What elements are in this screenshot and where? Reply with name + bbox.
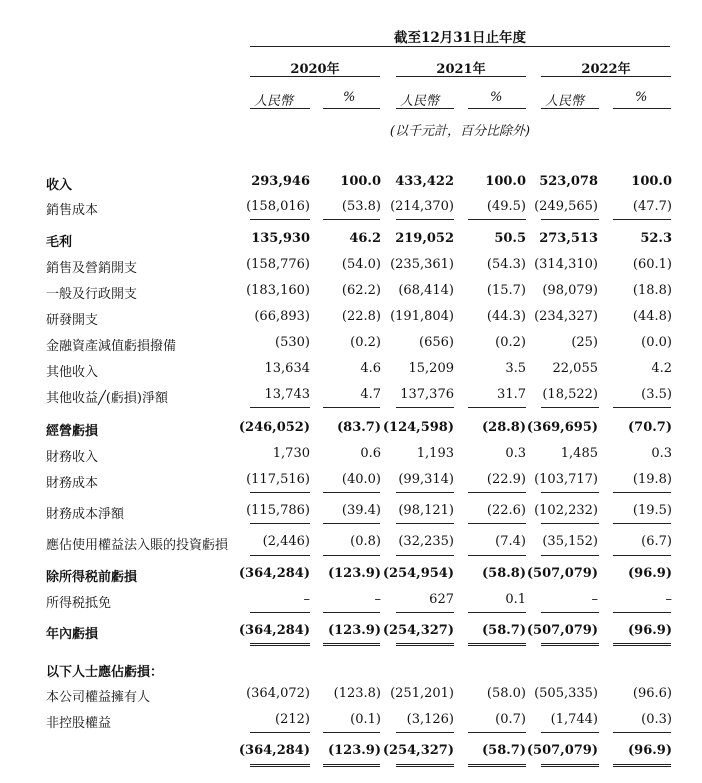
cell-value: (123.8) [333, 686, 381, 701]
unit-rule [541, 108, 599, 109]
subtotal-rule [250, 555, 310, 556]
cell-value: (53.8) [341, 199, 381, 214]
cell-value: 3.5 [505, 361, 526, 376]
cell-value: (47.7) [632, 199, 672, 214]
cell-value: 523,078 [539, 174, 598, 189]
year-2022-rule [541, 76, 671, 77]
cell-value: (234,327) [534, 309, 598, 324]
cell-value: (364,284) [238, 623, 310, 638]
cell-value: (58.0) [486, 686, 526, 701]
cell-value: (58.8) [482, 566, 526, 581]
cell-value: (0.8) [350, 534, 381, 549]
subtotal-rule [323, 612, 380, 613]
table-row [0, 254, 702, 276]
row-label: 應佔使用權益法入賬的投資虧損 [46, 538, 229, 553]
cell-value: (19.8) [632, 472, 672, 487]
row-label: 本公司權益擁有人 [46, 690, 151, 705]
subtotal-rule [541, 612, 599, 613]
cell-value: (158,776) [246, 257, 310, 272]
cell-value: – [374, 592, 381, 607]
unit-rule [468, 108, 526, 109]
subtotal-rule [396, 612, 454, 613]
cell-value: 4.2 [651, 361, 672, 376]
cell-value: (507,079) [526, 743, 598, 758]
double-rule [323, 643, 380, 646]
cell-value: (96.6) [632, 686, 672, 701]
double-rule [613, 643, 671, 646]
cell-value: (123.9) [327, 566, 381, 581]
units-note: (以千元計，百分比除外) [389, 124, 531, 139]
subtotal-rule [468, 612, 526, 613]
unit-rmb-2020: 人民幣 [254, 94, 294, 109]
cell-value: (49.5) [486, 199, 526, 214]
cell-value: (191,804) [390, 309, 454, 324]
cell-value: (0.2) [495, 335, 526, 350]
cell-value: 1,730 [272, 446, 310, 461]
cell-value: (235,361) [390, 257, 454, 272]
row-label: 經營虧損 [46, 424, 99, 439]
unit-rmb-2022: 人民幣 [545, 94, 585, 109]
subtotal-rule [396, 523, 454, 524]
cell-value: (70.7) [628, 420, 672, 435]
cell-value: (96.9) [628, 743, 672, 758]
cell-value: (58.7) [482, 743, 526, 758]
row-label: 銷售成本 [46, 203, 99, 218]
table-row [0, 384, 702, 406]
cell-value: 219,052 [395, 231, 454, 246]
period-header: 截至12月31日止年度 [393, 30, 527, 46]
cell-value: (530) [275, 335, 310, 350]
cell-value: 15,209 [408, 361, 454, 376]
double-rule [541, 643, 599, 646]
row-label: 研發開支 [46, 313, 99, 328]
double-rule [541, 764, 599, 767]
double-rule [250, 764, 310, 767]
subtotal-rule [396, 407, 454, 408]
row-label: 財務成本淨額 [46, 507, 125, 522]
subtotal-rule [613, 492, 671, 493]
row-label: 銷售及營銷開支 [46, 261, 138, 276]
table-row [0, 469, 702, 491]
subtotal-rule [250, 407, 310, 408]
year-2021-rule [396, 76, 526, 77]
cell-value: (251,201) [390, 686, 454, 701]
cell-value: (96.9) [628, 623, 672, 638]
unit-pct-2022: % [635, 90, 648, 105]
row-label: 財務收入 [46, 450, 99, 465]
table-row [0, 658, 702, 680]
subtotal-rule [468, 219, 526, 220]
subtotal-rule [250, 612, 310, 613]
subtotal-rule [323, 732, 380, 733]
subtotal-rule [541, 407, 599, 408]
table-row [0, 332, 702, 354]
cell-value: (54.3) [486, 257, 526, 272]
cell-value: (96.9) [628, 566, 672, 581]
subtotal-rule [250, 523, 310, 524]
cell-value: 46.2 [349, 231, 381, 246]
table-row [0, 417, 702, 439]
cell-value: – [591, 592, 598, 607]
table-row [0, 589, 702, 611]
cell-value: (0.3) [641, 712, 672, 727]
subtotal-rule [396, 219, 454, 220]
subtotal-rule [323, 407, 380, 408]
subtotal-rule [250, 492, 310, 493]
row-label: 毛利 [46, 235, 73, 250]
cell-value: (22.9) [486, 472, 526, 487]
cell-value: (2,446) [262, 534, 310, 549]
subtotal-rule [613, 219, 671, 220]
cell-value: (18,522) [542, 387, 598, 402]
table-row [0, 306, 702, 328]
cell-value: 1,485 [560, 446, 598, 461]
cell-value: 100.0 [485, 174, 526, 189]
subtotal-rule [613, 523, 671, 524]
cell-value: 22,055 [552, 361, 598, 376]
cell-value: 135,930 [251, 231, 310, 246]
cell-value: (98,121) [398, 503, 454, 518]
subtotal-rule [541, 219, 599, 220]
cell-value: 0.6 [360, 446, 381, 461]
cell-value: (123.9) [327, 623, 381, 638]
cell-value: 433,422 [395, 174, 454, 189]
cell-value: (60.1) [632, 257, 672, 272]
cell-value: (32,235) [398, 534, 454, 549]
table-row [0, 228, 702, 250]
cell-value: (3.5) [641, 387, 672, 402]
cell-value: – [303, 592, 310, 607]
double-rule [396, 643, 454, 646]
unit-rule [323, 108, 380, 109]
row-label: 收入 [46, 178, 73, 193]
subtotal-rule [250, 219, 310, 220]
table-row [0, 500, 702, 522]
cell-value: (25) [571, 335, 598, 350]
cell-value: (40.0) [341, 472, 381, 487]
year-2020-header: 2020年 [290, 62, 340, 77]
unit-rule [613, 108, 671, 109]
subtotal-rule [468, 407, 526, 408]
cell-value: (44.8) [632, 309, 672, 324]
unit-pct-2020: % [343, 90, 356, 105]
double-rule [250, 643, 310, 646]
cell-value: 0.1 [505, 592, 526, 607]
cell-value: (98,079) [542, 283, 598, 298]
cell-value: (28.8) [482, 420, 526, 435]
double-rule [613, 764, 671, 767]
cell-value: (0.7) [495, 712, 526, 727]
subtotal-rule [468, 732, 526, 733]
cell-value: (58.7) [482, 623, 526, 638]
cell-value: (183,160) [246, 283, 310, 298]
subtotal-rule [323, 523, 380, 524]
subtotal-rule [613, 732, 671, 733]
cell-value: (102,232) [534, 503, 598, 518]
cell-value: (99,314) [398, 472, 454, 487]
cell-value: 293,946 [251, 174, 310, 189]
row-label: 其他收入 [46, 365, 99, 380]
cell-value: 100.0 [631, 174, 672, 189]
table-row [0, 709, 702, 731]
cell-value: 0.3 [505, 446, 526, 461]
cell-value: (364,284) [238, 743, 310, 758]
year-2020-rule [250, 76, 380, 77]
table-row [0, 620, 702, 642]
double-rule [323, 764, 380, 767]
cell-value: (505,335) [534, 686, 598, 701]
cell-value: (54.0) [341, 257, 381, 272]
cell-value: (39.4) [341, 503, 381, 518]
cell-value: (6.7) [641, 534, 672, 549]
cell-value: (3,126) [406, 712, 454, 727]
cell-value: (66,893) [254, 309, 310, 324]
unit-rule [250, 108, 310, 109]
subtotal-rule [541, 732, 599, 733]
unit-rmb-2021: 人民幣 [400, 94, 440, 109]
table-row [0, 443, 702, 465]
cell-value: (364,284) [238, 566, 310, 581]
cell-value: (44.3) [486, 309, 526, 324]
unit-pct-2021: % [490, 90, 503, 105]
row-label: 金融資產減值虧損撥備 [46, 339, 177, 354]
cell-value: 4.6 [360, 361, 381, 376]
cell-value: (62.2) [341, 283, 381, 298]
cell-value: 52.3 [640, 231, 672, 246]
subtotal-rule [396, 732, 454, 733]
subtotal-rule [541, 523, 599, 524]
cell-value: (7.4) [495, 534, 526, 549]
row-label: 除所得税前虧損 [46, 570, 138, 585]
cell-value: (0.0) [641, 335, 672, 350]
row-label: 年內虧損 [46, 627, 99, 642]
row-label: 財務成本 [46, 476, 99, 491]
cell-value: (254,327) [382, 743, 454, 758]
cell-value: (117,516) [246, 472, 310, 487]
year-2021-header: 2021年 [436, 62, 486, 77]
cell-value: (0.1) [350, 712, 381, 727]
subtotal-rule [613, 612, 671, 613]
cell-value: (0.2) [350, 335, 381, 350]
cell-value: 31.7 [497, 387, 526, 402]
cell-value: (314,310) [534, 257, 598, 272]
cell-value: (656) [419, 335, 454, 350]
cell-value: (19.5) [632, 503, 672, 518]
double-rule [468, 643, 526, 646]
cell-value: (254,327) [382, 623, 454, 638]
cell-value: (246,052) [238, 420, 310, 435]
cell-value: (1,744) [550, 712, 598, 727]
cell-value: (124,598) [382, 420, 454, 435]
table-row [0, 531, 702, 553]
cell-value: 4.7 [360, 387, 381, 402]
year-2022-header: 2022年 [581, 62, 631, 77]
cell-value: (83.7) [337, 420, 381, 435]
cell-value: (103,717) [534, 472, 598, 487]
cell-value: (212) [275, 712, 310, 727]
cell-value: (18.8) [632, 283, 672, 298]
cell-value: (364,072) [246, 686, 310, 701]
table-row [0, 563, 702, 585]
cell-value: 13,634 [264, 361, 310, 376]
subtotal-rule [541, 492, 599, 493]
cell-value: (214,370) [390, 199, 454, 214]
row-label: 以下人士應佔虧損： [46, 665, 164, 680]
table-row [0, 280, 702, 302]
cell-value: 0.3 [651, 446, 672, 461]
cell-value: – [665, 592, 672, 607]
unit-rule [396, 108, 454, 109]
cell-value: 100.0 [340, 174, 381, 189]
cell-value: (35,152) [542, 534, 598, 549]
subtotal-rule [468, 492, 526, 493]
table-row [0, 358, 702, 380]
subtotal-rule [613, 555, 671, 556]
cell-value: (158,016) [246, 199, 310, 214]
table-row [0, 171, 702, 193]
cell-value: (254,954) [382, 566, 454, 581]
subtotal-rule [468, 523, 526, 524]
cell-value: 13,743 [264, 387, 310, 402]
table-row [0, 683, 702, 705]
cell-value: (115,786) [246, 503, 310, 518]
table-row [0, 196, 702, 218]
cell-value: (22.6) [486, 503, 526, 518]
cell-value: (249,565) [534, 199, 598, 214]
cell-value: 50.5 [494, 231, 526, 246]
cell-value: (68,414) [398, 283, 454, 298]
cell-value: (123.9) [327, 743, 381, 758]
cell-value: (22.8) [341, 309, 381, 324]
header-rule [250, 46, 670, 47]
cell-value: (369,695) [526, 420, 598, 435]
subtotal-rule [396, 492, 454, 493]
row-label: 其他收益╱(虧損)淨額 [46, 391, 168, 406]
subtotal-rule [323, 555, 380, 556]
cell-value: 627 [429, 592, 454, 607]
cell-value: (507,079) [526, 566, 598, 581]
cell-value: 137,376 [400, 387, 454, 402]
subtotal-rule [250, 732, 310, 733]
double-rule [396, 764, 454, 767]
subtotal-rule [468, 555, 526, 556]
double-rule [468, 764, 526, 767]
cell-value: 1,193 [416, 446, 454, 461]
cell-value: (15.7) [486, 283, 526, 298]
table-row [0, 740, 702, 762]
row-label: 一般及行政開支 [46, 287, 138, 302]
subtotal-rule [613, 407, 671, 408]
cell-value: (507,079) [526, 623, 598, 638]
subtotal-rule [541, 555, 599, 556]
subtotal-rule [396, 555, 454, 556]
cell-value: 273,513 [539, 231, 598, 246]
subtotal-rule [323, 492, 380, 493]
subtotal-rule [323, 219, 380, 220]
row-label: 所得税抵免 [46, 596, 112, 611]
row-label: 非控股權益 [46, 716, 112, 731]
